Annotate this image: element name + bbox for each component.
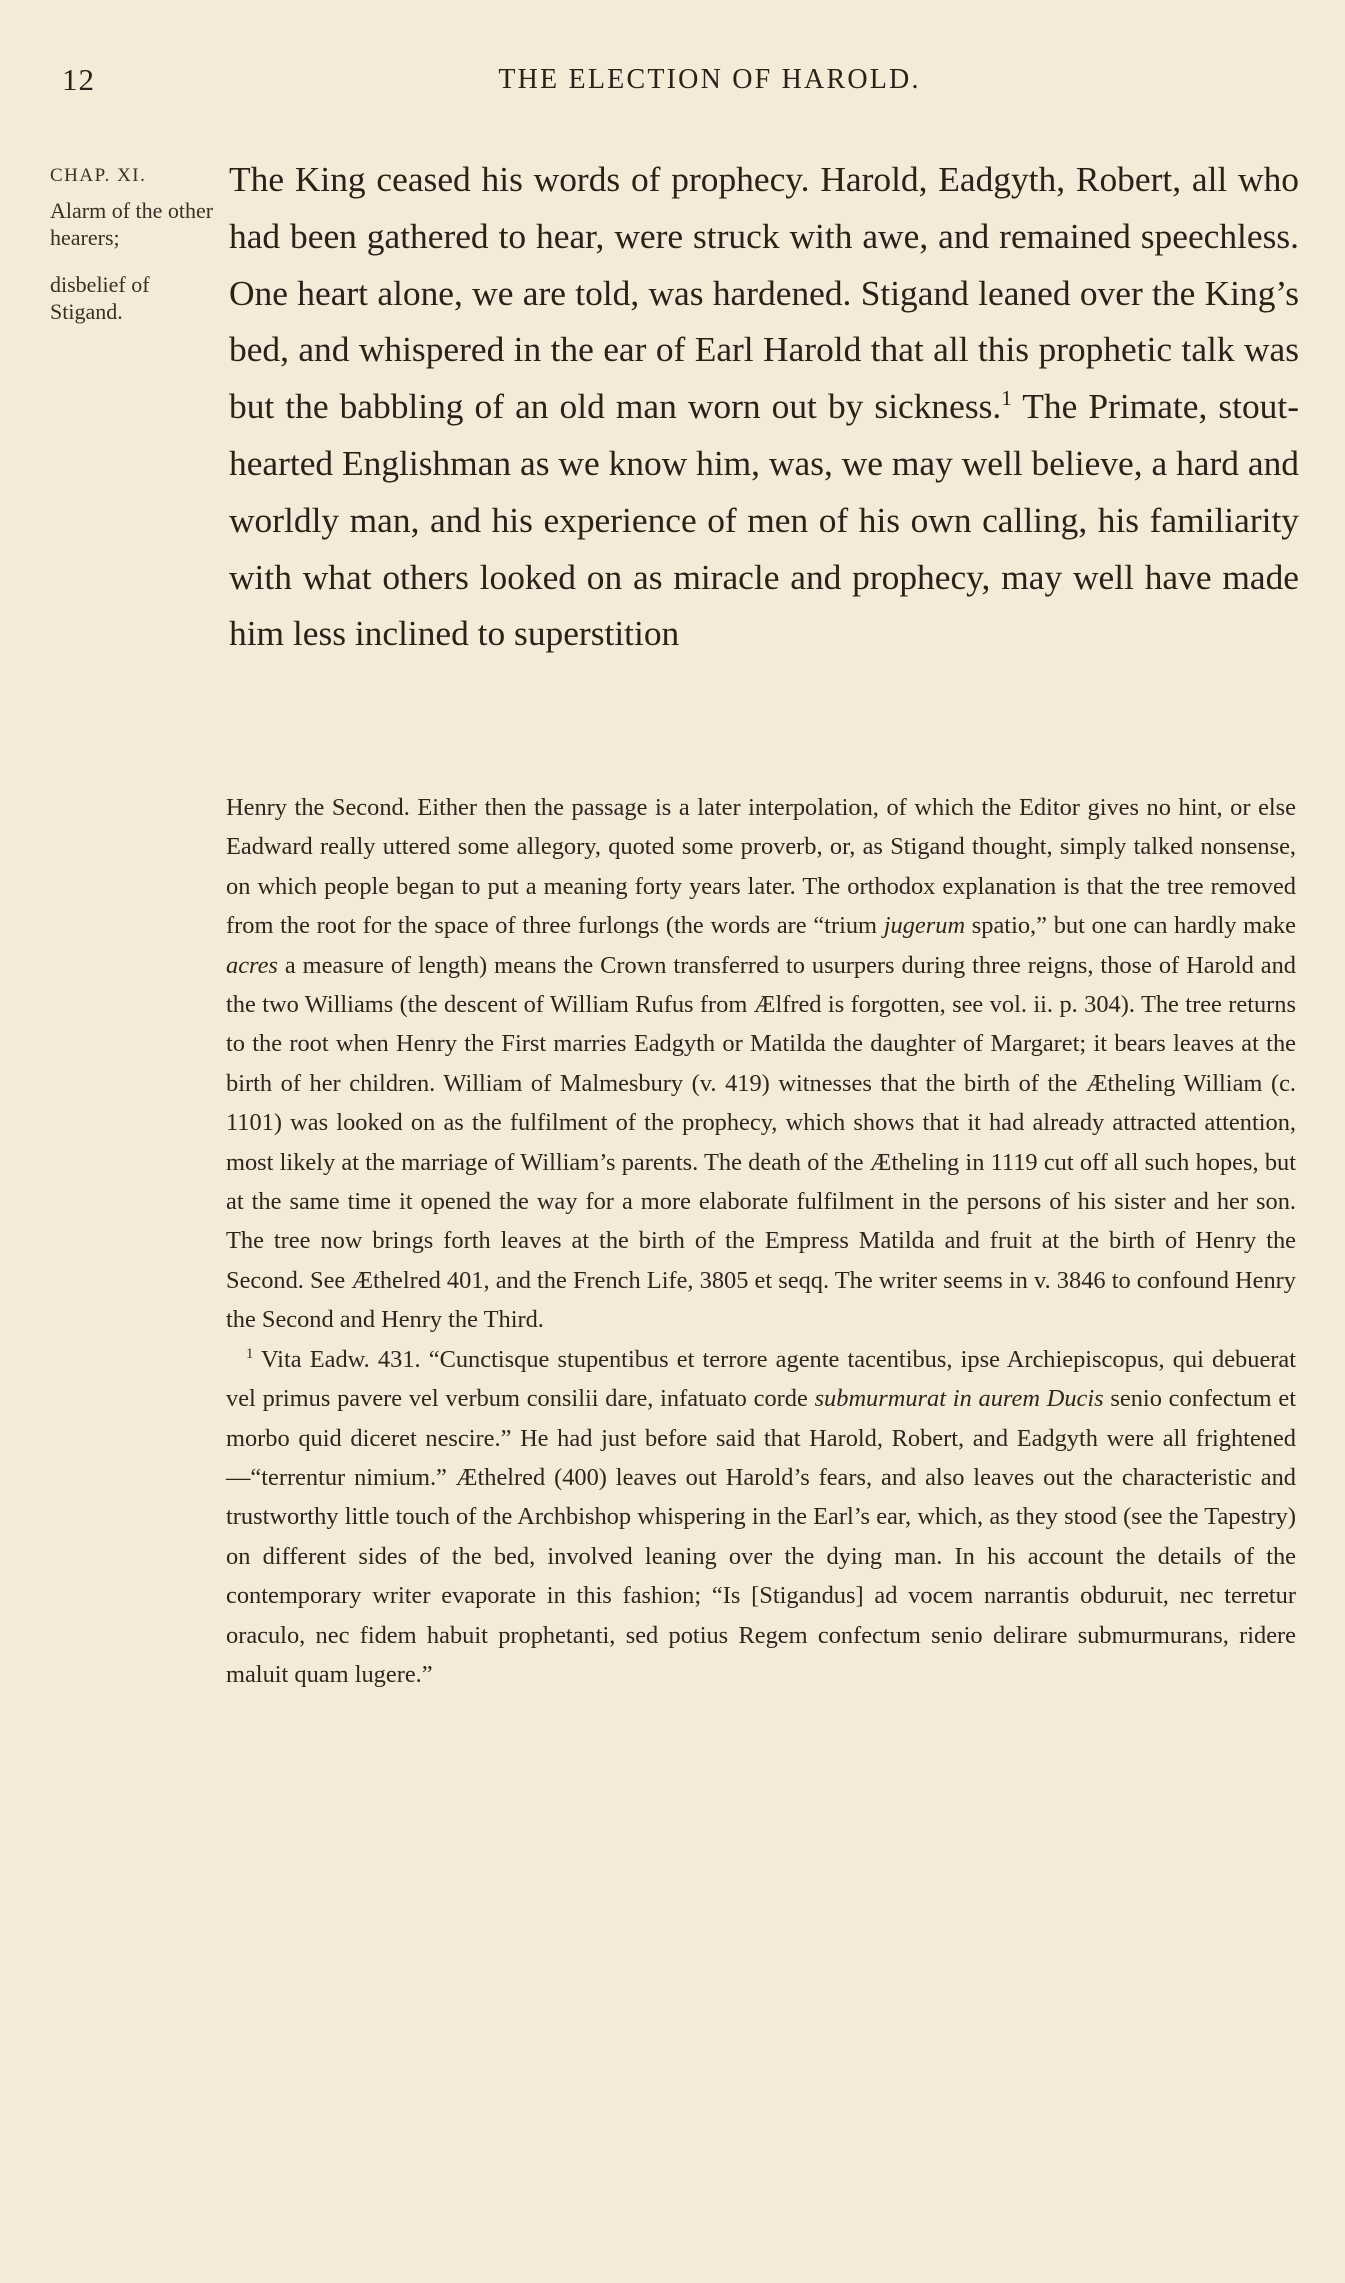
- running-header: [62, 62, 1297, 112]
- body-sentence: The Primate, stout-hearted Englishman as we know him, was, we may well believe, a hard and worldly man, and his experience of men of his own calling, his familiarity with what others looked on as miracle and prophecy, may well have made him less inclined to superstition: [229, 386, 1299, 654]
- footnote-italic: acres: [226, 951, 278, 979]
- footnote-italic: jugerum: [883, 912, 966, 940]
- footnote-text: spatio,” but one can hardly make: [965, 912, 1296, 940]
- margin-note-text: Alarm of the other hearers;: [50, 198, 214, 250]
- margin-note-disbelief: [50, 271, 220, 325]
- footnotes: [226, 788, 1296, 1694]
- footnote-text: senio confectum et morbo quid diceret nescire.” He had just before said that Harold, Robert, and Eadgyth were all frightened—“terrentur nimium.” Æthelred (400) leaves out Harold’s fears, and also leaves out the characteristic and trustworthy little touch of the Archbishop whispering in the Earl’s ear, which, as they stood (see the Tapestry) on different sides of the bed, involved leaning over the dying man. In his account the details of the contemporary writer evaporate in this fashion; “Is [Stigandus] ad vocem narrantis obduruit, nec terretur oraculo, nec fidem habuit prophetanti, sed potius Regem confectum senio delirare submurmurans, ridere maluit quam lugere.”: [226, 1385, 1296, 1688]
- body-text: [229, 151, 1299, 662]
- margin-note-text: disbelief of Stigand.: [50, 272, 150, 324]
- footnote-text: Vita Eadw. 431. “Cunctisque stupentibus et terrore agente tacentibus, ipse Archiepiscopus, qui debuerat vel primus pavere vel verbum consilii dare, infatuato corde: [226, 1345, 1296, 1413]
- footnote-text: Henry the Second. Either then the passage is a later interpolation, of which the Editor gives no hint, or else Eadward really uttered some allegory, quoted some proverb, or, as Stigand thought, simply talked nonsense, on which people began to put a meaning forty years later. The orthodox explanation is that the tree removed from the root for the space of three furlongs (the words are “trium: [226, 794, 1296, 940]
- chapter-label: CHAP. XI.: [50, 165, 147, 186]
- running-title: THE ELECTION OF HAROLD.: [498, 64, 921, 95]
- margin-note-alarm: [50, 162, 220, 251]
- footnote-continued: [226, 788, 1296, 1340]
- margin-notes: [50, 162, 220, 345]
- body-paragraph: [229, 151, 1299, 662]
- footnote-reference: 1: [1001, 386, 1012, 411]
- footnote-italic: submurmurat in aurem Ducis: [814, 1385, 1104, 1413]
- body-sentence: The King ceased his words of prophecy. Harold, Eadgyth, Robert, all who had been gathered to hear, were struck with awe, and remained speechless. One heart alone, we are told, was hardened. Stigand leaned over the King’s bed, and whispered in the ear of Earl Harold that all this prophetic talk was but the babbling of an old man worn out by sickness.: [229, 159, 1299, 427]
- footnote-1: [226, 1340, 1296, 1695]
- footnote-marker: 1: [246, 1345, 254, 1362]
- page-number: 12: [62, 62, 95, 97]
- footnote-text: a measure of length) means the Crown transferred to usurpers during three reigns, those of Harold and the two Williams (the descent of William Rufus from Ælfred is forgotten, see vol. ii. p. 304). The tree returns to the root when Henry the First marries Eadgyth or Matilda the daughter of Margaret; it bears leaves at the birth of her children. William of Malmesbury (v. 419) witnesses that the birth of the Ætheling William (c. 1101) was looked on as the fulfilment of the prophecy, which shows that it had already attracted attention, most likely at the marriage of William’s parents. The death of the Ætheling in 1119 cut off all such hopes, but at the same time it opened the way for a more elaborate fulfilment in the persons of his sister and her son. The tree now brings forth leaves at the birth of the Empress Matilda and fruit at the birth of Henry the Second. See Æthelred 401, and the French Life, 3805 et seqq. The writer seems in v. 3846 to confound Henry the Second and Henry the Third.: [226, 951, 1296, 1334]
